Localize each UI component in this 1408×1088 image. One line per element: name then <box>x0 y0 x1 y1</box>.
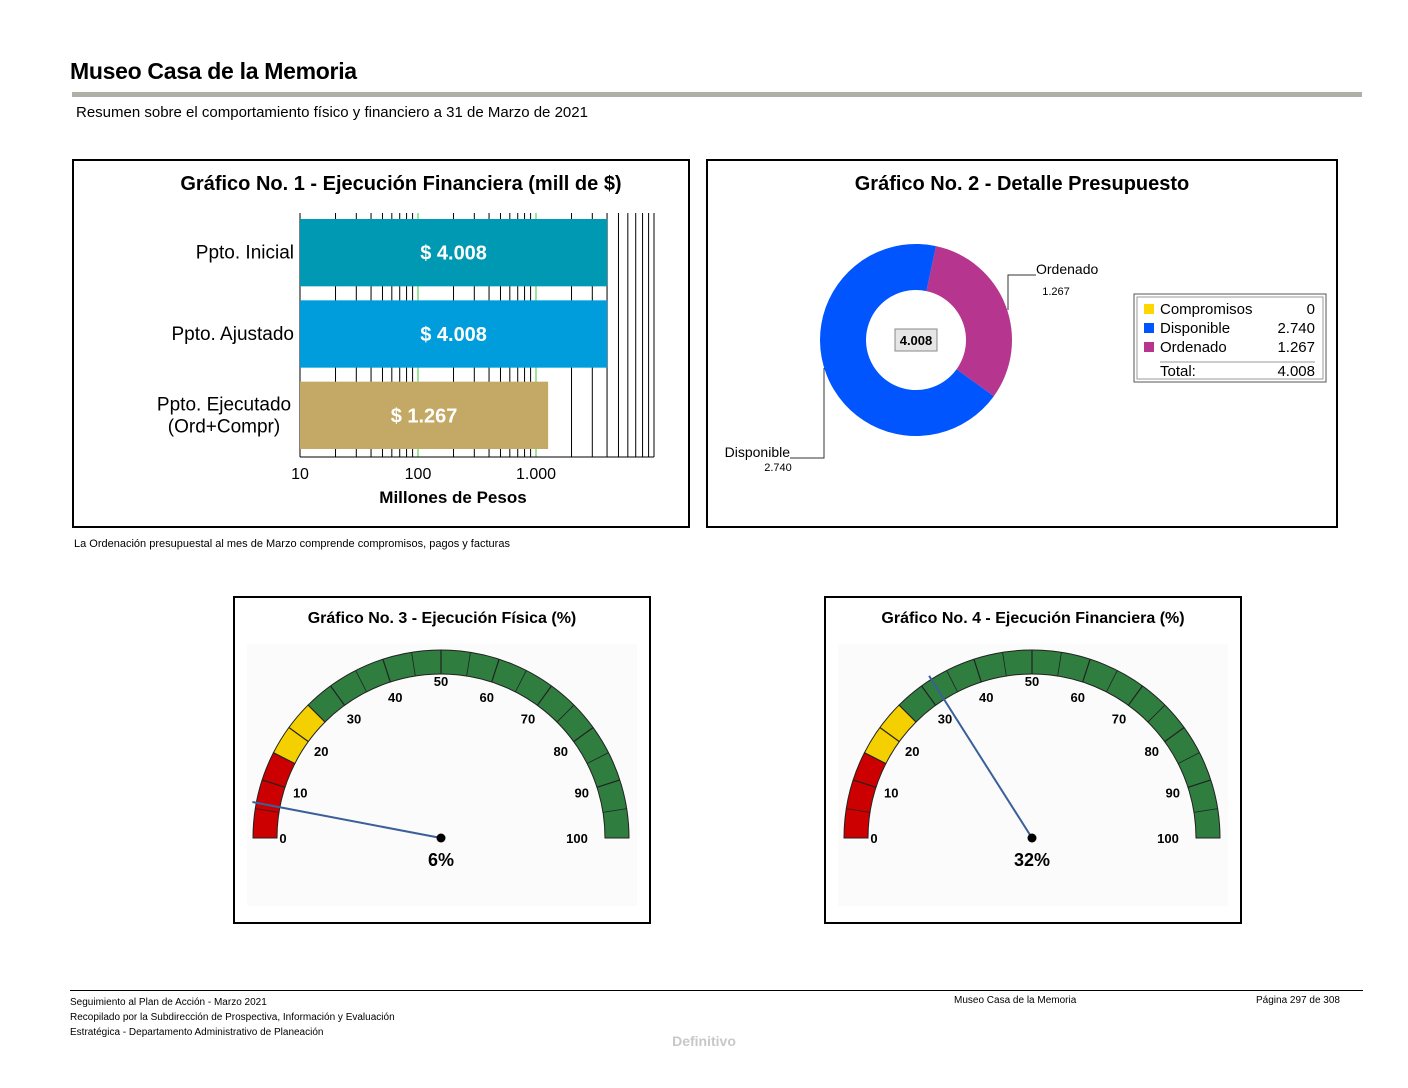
gauge-tick-label: 20 <box>905 744 920 760</box>
gauge-tick-label: 0 <box>870 831 878 846</box>
category-label: (Ord+Compr) <box>167 416 281 438</box>
chart-4-gauge <box>826 598 1240 922</box>
gauge-tick-label: 10 <box>293 785 308 801</box>
legend-swatch <box>1144 323 1154 333</box>
gauge-tick-label: 100 <box>1157 831 1179 846</box>
footer-line-2: Recopilado por la Subdirección de Prospectiva, Información y Evaluación <box>70 1012 395 1023</box>
leader-line-ordenado <box>1008 275 1036 310</box>
chart-4-title: Gráfico No. 4 - Ejecución Financiera (%) <box>881 610 1185 627</box>
x-tick-label: 100 <box>404 466 432 483</box>
gauge-tick-label: 40 <box>979 690 994 706</box>
gauge-pivot <box>437 834 446 843</box>
bar-data-label: $ 4.008 <box>420 324 487 346</box>
category-label: Ppto. Ejecutado <box>156 394 292 416</box>
gauge-tick-label: 20 <box>314 744 329 760</box>
gauge-tick-label: 80 <box>1144 744 1159 760</box>
chart-2-donut-chart <box>708 161 1336 526</box>
footer-divider <box>70 990 1363 991</box>
gauge-tick-label: 40 <box>388 690 403 706</box>
legend-value: 1.267 <box>1277 339 1315 356</box>
chart-1-bar-chart <box>74 161 688 526</box>
legend-swatch <box>1144 342 1154 352</box>
chart-4-panel <box>824 596 1242 924</box>
legend-label: Disponible <box>1160 320 1231 337</box>
slice-label-name: Disponible <box>724 444 790 460</box>
gauge-tick-label: 60 <box>479 690 494 706</box>
chart-3-gauge <box>235 598 649 922</box>
x-tick-label: 1.000 <box>515 466 557 483</box>
gauge-tick-label: 50 <box>433 674 449 689</box>
legend-value: 0 <box>1306 301 1315 318</box>
category-label: Ppto. Ajustado <box>171 324 294 345</box>
gauge-tick-label: 30 <box>937 711 953 727</box>
gauge-tick-label: 100 <box>566 831 588 846</box>
category-label: Ppto. Inicial <box>195 242 294 264</box>
legend-total-value: 4.008 <box>1277 363 1315 380</box>
legend-label: Ordenado <box>1160 339 1227 356</box>
chart-1-title: Gráfico No. 1 - Ejecución Financiera (mill de $) <box>180 173 622 195</box>
gauge-tick-label: 30 <box>346 711 362 727</box>
gauge-tick-label: 90 <box>1165 785 1180 801</box>
gauge-tick-label: 10 <box>884 785 899 801</box>
gauge-tick-label: 70 <box>1111 711 1127 727</box>
footer-page-number: Página 297 de 308 <box>1256 995 1340 1006</box>
footer-center-title: Museo Casa de la Memoria <box>954 995 1077 1006</box>
footer-status: Definitivo <box>672 1033 736 1049</box>
gauge-value-label: 6% <box>427 850 455 870</box>
bar-data-label: $ 1.267 <box>390 405 458 428</box>
donut-center-label: 4.008 <box>899 333 933 348</box>
gauge-tick-label: 90 <box>574 785 589 801</box>
chart-3-title: Gráfico No. 3 - Ejecución Física (%) <box>307 610 577 627</box>
slice-label-value: 1.267 <box>1042 286 1070 298</box>
budget-note: La Ordenación presupuestal al mes de Marzo comprende compromisos, pagos y facturas <box>74 538 510 550</box>
chart-1-panel <box>72 159 690 528</box>
gauge-value-label: 32% <box>1013 850 1051 870</box>
gauge-tick-label: 60 <box>1070 690 1085 706</box>
gauge-tick-label: 80 <box>553 744 568 760</box>
title-divider <box>72 92 1362 97</box>
bar-data-label: $ 4.008 <box>420 242 487 265</box>
slice-label-value: 2.740 <box>764 462 792 474</box>
chart-2-panel <box>706 159 1338 528</box>
page-title: Museo Casa de la Memoria <box>70 58 357 84</box>
gauge-tick-label: 0 <box>279 831 287 846</box>
legend-swatch <box>1144 304 1154 314</box>
legend-value: 2.740 <box>1277 320 1315 337</box>
x-tick-label: 10 <box>291 466 309 483</box>
donut-slice-ordenado <box>926 246 1012 396</box>
leader-line-disponible <box>790 368 824 458</box>
legend-label: Compromisos <box>1160 301 1253 318</box>
footer-line-3: Estratégica - Departamento Administrativo de Planeación <box>70 1027 324 1038</box>
gauge-tick-label: 50 <box>1024 674 1040 689</box>
legend-total-label: Total: <box>1160 363 1196 380</box>
gauge-pivot <box>1028 834 1037 843</box>
slice-label-name: Ordenado <box>1036 261 1099 277</box>
gauge-tick-label: 70 <box>520 711 536 727</box>
page-subtitle: Resumen sobre el comportamiento físico y financiero a 31 de Marzo de 2021 <box>76 104 588 121</box>
footer-line-1: Seguimiento al Plan de Acción - Marzo 2021 <box>70 997 267 1008</box>
chart-3-panel <box>233 596 651 924</box>
chart-2-title: Gráfico No. 2 - Detalle Presupuesto <box>854 173 1190 195</box>
x-axis-label: Millones de Pesos <box>379 488 527 507</box>
